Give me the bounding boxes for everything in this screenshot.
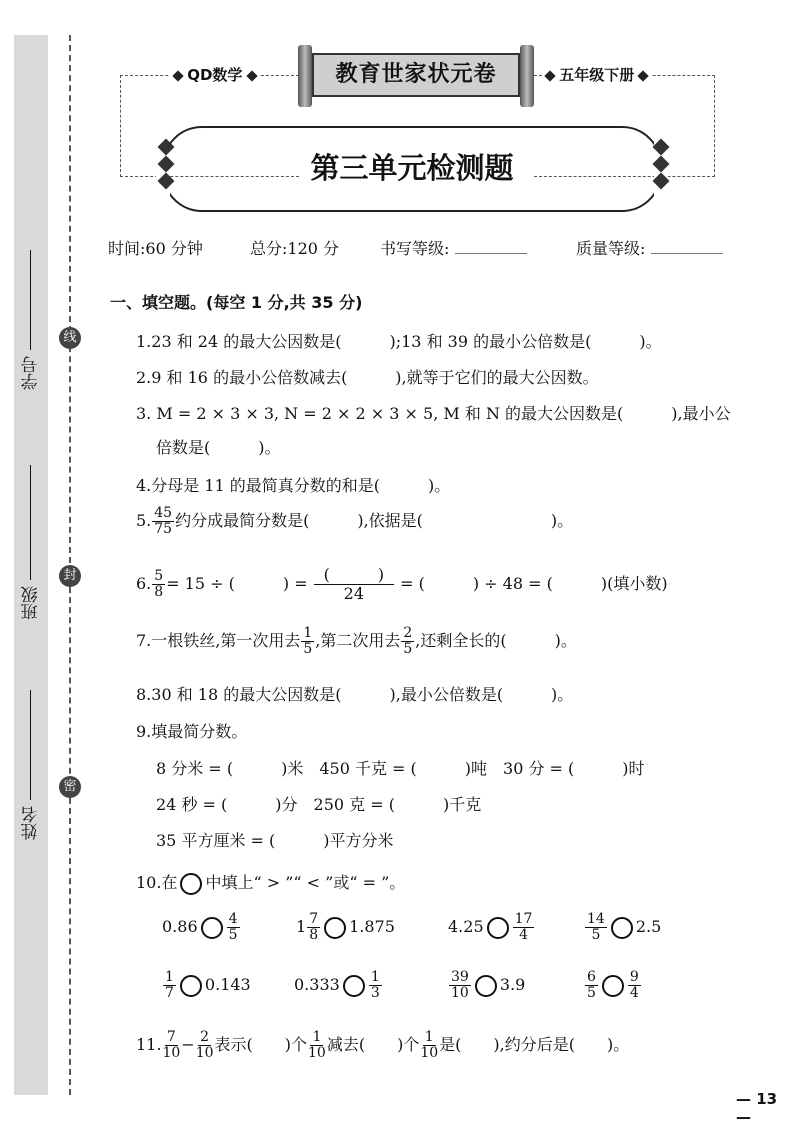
fraction (585, 912, 607, 943)
question-6[interactable] (136, 566, 668, 603)
fraction (307, 912, 320, 943)
seal-mi: 密 (59, 776, 81, 798)
value: 3.9 (499, 975, 526, 994)
denominator: 5 (403, 641, 413, 657)
answer-circle[interactable] (324, 917, 346, 939)
question-11[interactable] (136, 1030, 629, 1061)
compare-item[interactable] (584, 970, 642, 1001)
total-score: 总分:120 分 (250, 239, 340, 258)
fraction (513, 912, 535, 943)
question-10 (136, 870, 405, 895)
numerator: 45 (154, 505, 173, 521)
q11-text-end: 是( ),约分后是( )。 (439, 1035, 630, 1054)
question-9-row3[interactable]: 35 平方厘米 = ( )平方分米 (156, 831, 394, 850)
compare-item[interactable] (448, 970, 525, 1001)
fraction (401, 626, 414, 657)
fraction (585, 970, 598, 1001)
numerator-blank[interactable]: ( ) (314, 566, 395, 585)
value: 0.333 (294, 975, 340, 994)
denominator: 5 (303, 641, 313, 657)
value: 0.143 (204, 975, 251, 994)
q11-text-mid: 减去( )个 (326, 1035, 420, 1054)
denominator: 8 (154, 584, 164, 600)
compare-item[interactable] (162, 912, 241, 943)
question-9-row2[interactable]: 24 秒 = ( )分 250 克 = ( )千克 (156, 795, 482, 814)
name-label: 姓名 (21, 806, 42, 840)
answer-circle[interactable] (602, 975, 624, 997)
denominator: 4 (519, 927, 528, 943)
diamond-icon (172, 70, 183, 81)
quality-grade-label: 质量等级: (576, 239, 646, 258)
numerator: 14 (587, 911, 605, 927)
writing-grade-label: 书写等级: (380, 239, 450, 258)
compare-item[interactable] (296, 912, 395, 943)
q5-number: 5. (136, 511, 152, 530)
numerator: 1 (165, 969, 174, 985)
question-9-row1[interactable]: 8 分米 = ( )米 450 千克 = ( )吨 30 分 = ( )时 (156, 759, 645, 778)
numerator: 1 (312, 1029, 322, 1045)
denominator: 5 (228, 927, 238, 943)
writing-grade-field[interactable] (380, 236, 527, 259)
fraction (301, 626, 314, 657)
q7-text-end: ,还剩全长的( )。 (415, 631, 577, 650)
circle-icon (180, 873, 202, 895)
quality-grade-blank[interactable] (651, 253, 723, 254)
fraction (308, 1030, 326, 1061)
subject-tag-text: QD数学 (187, 66, 243, 84)
grade-tag-text: 五年级下册 (559, 66, 635, 84)
numerator: 5 (154, 568, 164, 584)
question-3-cont[interactable]: 倍数是( )。 (156, 438, 281, 457)
q5-text: 约分成最简分数是( ),依据是( )。 (175, 511, 574, 530)
diamond-icon (544, 70, 555, 81)
fraction (196, 1030, 214, 1061)
value: 1.875 (349, 917, 395, 936)
q6-text: = 15 ÷ ( ) = (166, 574, 308, 593)
name-blank[interactable] (31, 690, 32, 800)
denominator: 7 (165, 985, 174, 1001)
q6-number: 6. (136, 574, 152, 593)
section-heading: 一、填空题。(每空 1 分,共 35 分) (110, 293, 363, 312)
banner-text: 教育世家状元卷 (312, 53, 520, 97)
scroll-banner (298, 45, 534, 107)
q6-text-end: = ( ) ÷ 48 = ( )(填小数) (400, 574, 668, 593)
whole: 1 (296, 917, 307, 936)
fraction (152, 569, 165, 600)
name-field[interactable] (16, 680, 46, 840)
scroll-rod-right (520, 45, 534, 107)
question-3[interactable]: 3. M = 2 × 3 × 3, N = 2 × 2 × 3 × 5, M 和 N 的最大公因数是( ),最小公 (136, 404, 731, 423)
fraction (314, 566, 395, 603)
fraction (420, 1030, 438, 1061)
diamond-icon (638, 70, 649, 81)
answer-circle[interactable] (343, 975, 365, 997)
compare-item[interactable] (294, 970, 383, 1001)
page-title: 第三单元检测题 (310, 151, 514, 185)
seal-feng: 封 (59, 565, 81, 587)
compare-item[interactable] (162, 970, 251, 1001)
answer-circle[interactable] (487, 917, 509, 939)
quality-grade-field[interactable] (576, 236, 723, 259)
numerator: 1 (303, 625, 313, 641)
denominator: 10 (451, 985, 469, 1001)
fraction (628, 970, 641, 1001)
class-field[interactable] (16, 455, 46, 620)
fraction (227, 912, 240, 943)
fraction (152, 506, 174, 537)
minus-sign: − (181, 1035, 195, 1054)
writing-grade-blank[interactable] (455, 253, 527, 254)
numerator: 2 (403, 625, 413, 641)
numerator: 1 (424, 1029, 434, 1045)
time-info: 时间:60 分钟 (108, 239, 203, 258)
question-1[interactable]: 1.23 和 24 的最大公因数是( );13 和 39 的最小公倍数是( )。 (136, 332, 662, 351)
fraction (449, 970, 471, 1001)
scroll-rod-left (298, 45, 312, 107)
question-4[interactable]: 4.分母是 11 的最简真分数的和是( )。 (136, 476, 451, 495)
student-id-blank[interactable] (31, 250, 32, 350)
numerator: 17 (514, 911, 533, 927)
numerator: 9 (629, 969, 639, 985)
q7-text: 7.一根铁丝,第一次用去 (136, 631, 301, 650)
subject-tag (170, 64, 260, 85)
q11-text: 表示( )个 (214, 1035, 308, 1054)
compare-item[interactable] (448, 912, 535, 943)
seal-xian: 线 (59, 327, 81, 349)
answer-circle[interactable] (180, 975, 202, 997)
denominator: 24 (343, 584, 365, 603)
denominator: 10 (195, 1045, 214, 1061)
denominator: 8 (309, 927, 319, 943)
fraction (162, 1030, 180, 1061)
denominator: 10 (308, 1045, 326, 1061)
compare-item[interactable] (584, 912, 661, 943)
value: 4.25 (448, 917, 484, 936)
answer-circle[interactable] (475, 975, 497, 997)
answer-circle[interactable] (611, 917, 633, 939)
value: 2.5 (635, 917, 662, 936)
numerator: 6 (587, 969, 596, 985)
numerator: 7 (166, 1029, 176, 1045)
denominator: 5 (587, 985, 596, 1001)
numerator: 1 (370, 969, 380, 985)
q10-text: 10.在 (136, 873, 178, 892)
question-9: 9.填最简分数。 (136, 722, 248, 741)
q11-number: 11. (136, 1035, 162, 1054)
fraction (163, 970, 176, 1001)
answer-circle[interactable] (201, 917, 223, 939)
student-id-field[interactable] (16, 240, 46, 390)
class-label: 班级 (21, 586, 42, 620)
student-id-label: 学号 (21, 356, 42, 390)
value: 0.86 (162, 917, 198, 936)
denominator: 10 (420, 1045, 439, 1061)
page-number: — 13 — (736, 1090, 778, 1126)
numerator: 39 (451, 969, 469, 985)
question-5[interactable] (136, 506, 573, 537)
class-blank[interactable] (31, 465, 32, 580)
grade-tag (542, 64, 651, 85)
denominator: 75 (154, 521, 173, 537)
denominator: 5 (591, 927, 601, 943)
q10-text-end: 中填上“ > ”“ < ”或“ = ”。 (205, 873, 406, 892)
denominator: 10 (162, 1045, 181, 1061)
diamond-icon (246, 70, 257, 81)
fraction (369, 970, 382, 1001)
denominator: 4 (629, 985, 639, 1001)
denominator: 3 (370, 985, 380, 1001)
numerator: 2 (200, 1029, 210, 1045)
question-2[interactable]: 2.9 和 16 的最小公倍数减去( ),就等于它们的最大公因数。 (136, 368, 599, 387)
numerator: 4 (228, 911, 238, 927)
question-7[interactable] (136, 626, 577, 657)
numerator: 7 (309, 911, 319, 927)
q7-text-mid: ,第二次用去 (315, 631, 401, 650)
question-8[interactable]: 8.30 和 18 的最大公因数是( ),最小公倍数是( )。 (136, 685, 574, 704)
